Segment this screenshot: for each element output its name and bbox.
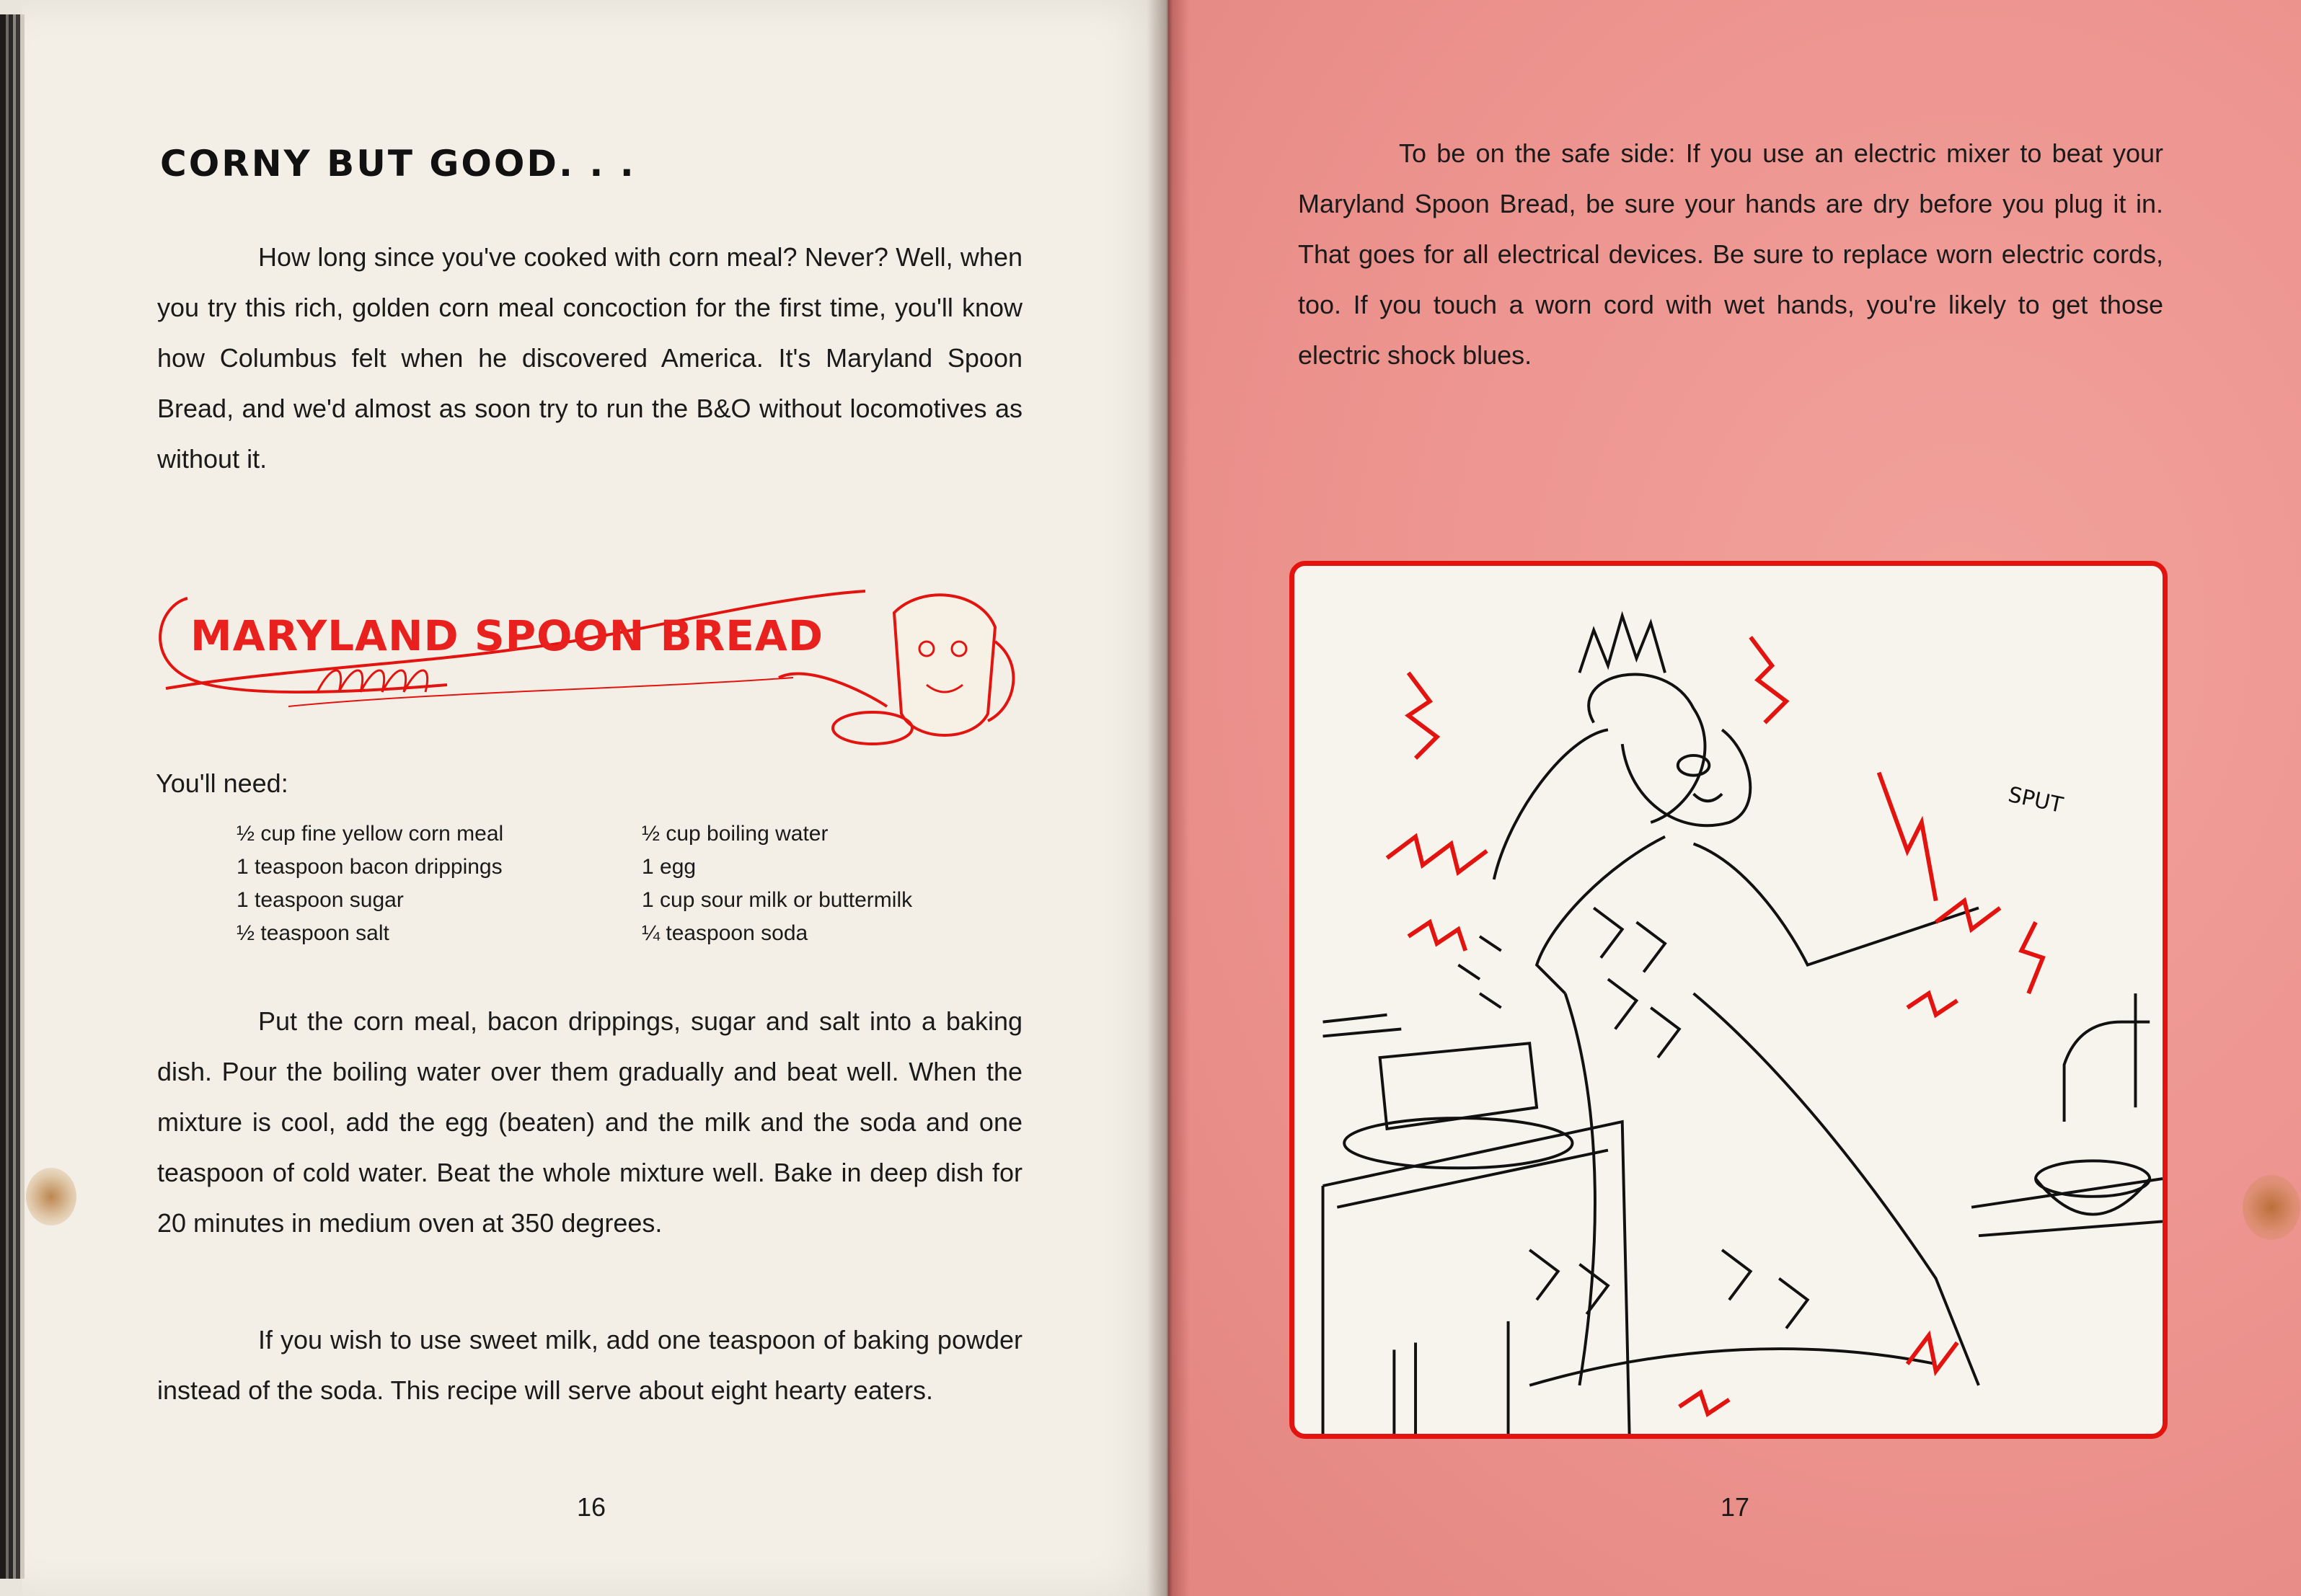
sound-effect-label: SPUT: [2006, 781, 2066, 817]
ingredient-item: ¼ teaspoon soda: [642, 921, 808, 945]
stain-right: [2243, 1175, 2300, 1240]
ingredients-column-right: [642, 817, 912, 950]
intro-paragraph: How long since you've cooked with corn meal? Never? Well, when you try this rich, golden corn meal concoction for the first time, you'll know how Columbus felt when he discovered America. It's Maryland Spoon Bread, and we'd almost as soon try to run the B&O without locomotives as without it.: [157, 242, 1023, 474]
ingredient-item: 1 egg: [642, 855, 697, 879]
ingredient-item: 1 teaspoon bacon drippings: [237, 855, 503, 879]
stain-left: [26, 1168, 76, 1225]
ingredient-item: 1 cup sour milk or buttermilk: [642, 888, 913, 912]
recipe-title: MARYLAND SPOON BREAD: [190, 611, 823, 660]
directions-paragraph: Put the corn meal, bacon drippings, sugar and salt into a baking dish. Pour the boiling water over them gradually and beat well. When the mixture is cool, add the egg (beaten) and the milk and the soda and one teaspoon of cold water. Beat the whole mixture well. Bake in deep dish for 20 minutes in medium oven at 350 degrees.: [157, 1006, 1023, 1238]
book-gutter: [1147, 0, 1190, 1596]
ingredient-item: ½ cup fine yellow corn meal: [237, 822, 504, 846]
ingredient-item: 1 teaspoon sugar: [237, 888, 404, 912]
page-stack-edge: [0, 14, 25, 1579]
safety-paragraph: To be on the safe side: If you use an electric mixer to beat your Maryland Spoon Bread, be sure your hands are dry before you plug it in. That goes for all electrical devices. Be sure to replace worn electric cords, too. If you touch a worn cord with wet hands, you're likely to get those electric shock blues.: [1298, 138, 2163, 370]
page-number-right: 17: [1721, 1492, 1750, 1522]
ingredients-column-left: [237, 817, 503, 950]
recipe-title-flourish: [144, 569, 1038, 786]
page-heading: CORNY BUT GOOD. . .: [160, 143, 636, 185]
page-number-left: 16: [577, 1492, 606, 1522]
ingredient-item: ½ teaspoon salt: [237, 921, 389, 945]
note-paragraph: If you wish to use sweet milk, add one teaspoon of baking powder instead of the soda. This recipe will serve about eight hearty eaters.: [157, 1325, 1023, 1405]
illustration-frame: [1289, 561, 2168, 1439]
ingredient-item: ½ cup boiling water: [642, 822, 829, 846]
shocked-woman-illustration: [1294, 566, 2163, 1434]
ingredients-label: You'll need:: [156, 768, 288, 798]
